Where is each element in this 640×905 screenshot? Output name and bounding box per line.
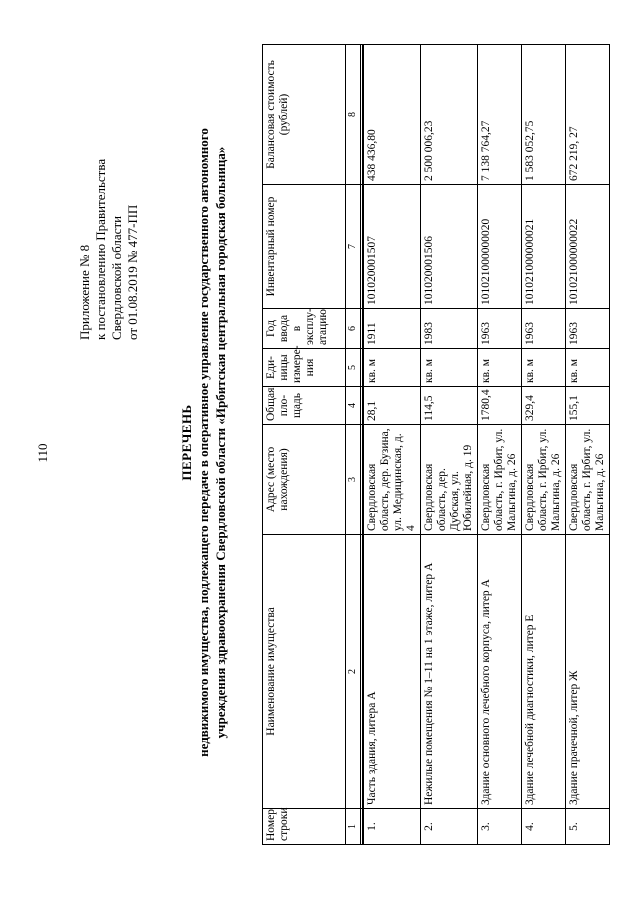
table-row — [522, 45, 566, 845]
column-number: 3 — [346, 425, 361, 535]
appendix-line: от 01.08.2019 № 477-ПП — [125, 204, 140, 340]
inventory-number: 101021000000021 — [522, 185, 566, 309]
title-line: учреждения здравоохранения Свердловской области «Ирбитская центральная городская больница» — [213, 146, 228, 739]
column-number-row — [346, 45, 361, 845]
property-name: Часть здания, литера А — [363, 535, 421, 809]
area-unit: кв. м — [478, 349, 522, 387]
column-number: 8 — [346, 45, 361, 185]
header-cell: Адрес (место нахождения) — [263, 425, 346, 535]
property-area: 28,1 — [363, 387, 421, 425]
property-name: Здание лечебной диагностики, литер Е — [522, 535, 566, 809]
header-row — [263, 45, 346, 845]
property-name: Здание основного лечебного корпуса, литер А — [478, 535, 522, 809]
property-area: 329,4 — [522, 387, 566, 425]
column-number: 6 — [346, 309, 361, 349]
appendix-line: к постановлению Правительства — [93, 158, 108, 340]
appendix-line: Свердловской области — [109, 215, 124, 340]
commission-year: 1963 — [478, 309, 522, 349]
header-cell: Наименование имущества — [263, 535, 346, 809]
header-cell: Номер строки — [263, 809, 346, 845]
property-name: Нежилые помещения № 1–11 на 1 этаже, литер А — [421, 535, 478, 809]
row-number: 2. — [421, 809, 478, 845]
table-row — [478, 45, 522, 845]
row-number: 4. — [522, 809, 566, 845]
header-cell: Год ввода в эксплу-атацию — [263, 309, 346, 349]
balance-value: 2 500 006,23 — [421, 45, 478, 185]
title-line: недвижимого имущества, подлежащего передаче в оперативное управление государственного автономного — [196, 128, 211, 757]
column-number: 1 — [346, 809, 361, 845]
column-number: 2 — [346, 535, 361, 809]
area-unit: кв. м — [363, 349, 421, 387]
header-cell: Инвентарный номер — [263, 185, 346, 309]
appendix-line: Приложение № 8 — [77, 244, 92, 340]
area-unit: кв. м — [421, 349, 478, 387]
column-number: 4 — [346, 387, 361, 425]
table-row — [421, 45, 478, 845]
property-address: Свердловская область, г. Ирбит, ул. Мальгина, д. 26 — [522, 425, 566, 535]
property-area: 1780,4 — [478, 387, 522, 425]
property-address: Свердловская область, дер. Дубская, ул. Юбилейная, д. 19 — [421, 425, 478, 535]
table-row — [363, 45, 421, 845]
page-number: 110 — [35, 443, 50, 463]
row-number: 3. — [478, 809, 522, 845]
commission-year: 1911 — [363, 309, 421, 349]
property-address: Свердловская область, дер. Бузина, ул. Медицинская, д. 4 — [363, 425, 421, 535]
area-unit: кв. м — [566, 349, 610, 387]
commission-year: 1983 — [421, 309, 478, 349]
property-table — [262, 44, 610, 845]
row-number: 5. — [566, 809, 610, 845]
property-address: Свердловская область, г. Ирбит, ул. Мальгина, д. 26 — [478, 425, 522, 535]
header-cell: Общая пло-щадь — [263, 387, 346, 425]
inventory-number: 101021000000020 — [478, 185, 522, 309]
header-cell: Балансовая стоимость (рублей) — [263, 45, 346, 185]
balance-value: 1 583 052,75 — [522, 45, 566, 185]
column-number: 7 — [346, 185, 361, 309]
header-cell: Еди-ницы измере-ния — [263, 349, 346, 387]
property-area: 114,5 — [421, 387, 478, 425]
title-heading: ПЕРЕЧЕНЬ — [179, 404, 194, 481]
inventory-number: 101021000000022 — [566, 185, 610, 309]
appendix-block — [77, 80, 141, 340]
property-area: 155,1 — [566, 387, 610, 425]
property-address: Свердловская область, г. Ирбит, ул. Мальгина, д. 26 — [566, 425, 610, 535]
area-unit: кв. м — [522, 349, 566, 387]
balance-value: 672 219, 27 — [566, 45, 610, 185]
inventory-number: 101020001507 — [363, 185, 421, 309]
property-name: Здание прачечной, литер Ж — [566, 535, 610, 809]
balance-value: 7 138 764,27 — [478, 45, 522, 185]
inventory-number: 101020001506 — [421, 185, 478, 309]
row-number: 1. — [363, 809, 421, 845]
column-number: 5 — [346, 349, 361, 387]
document-title — [178, 70, 229, 815]
commission-year: 1963 — [522, 309, 566, 349]
table-row — [566, 45, 610, 845]
commission-year: 1963 — [566, 309, 610, 349]
balance-value: 438 436,80 — [363, 45, 421, 185]
